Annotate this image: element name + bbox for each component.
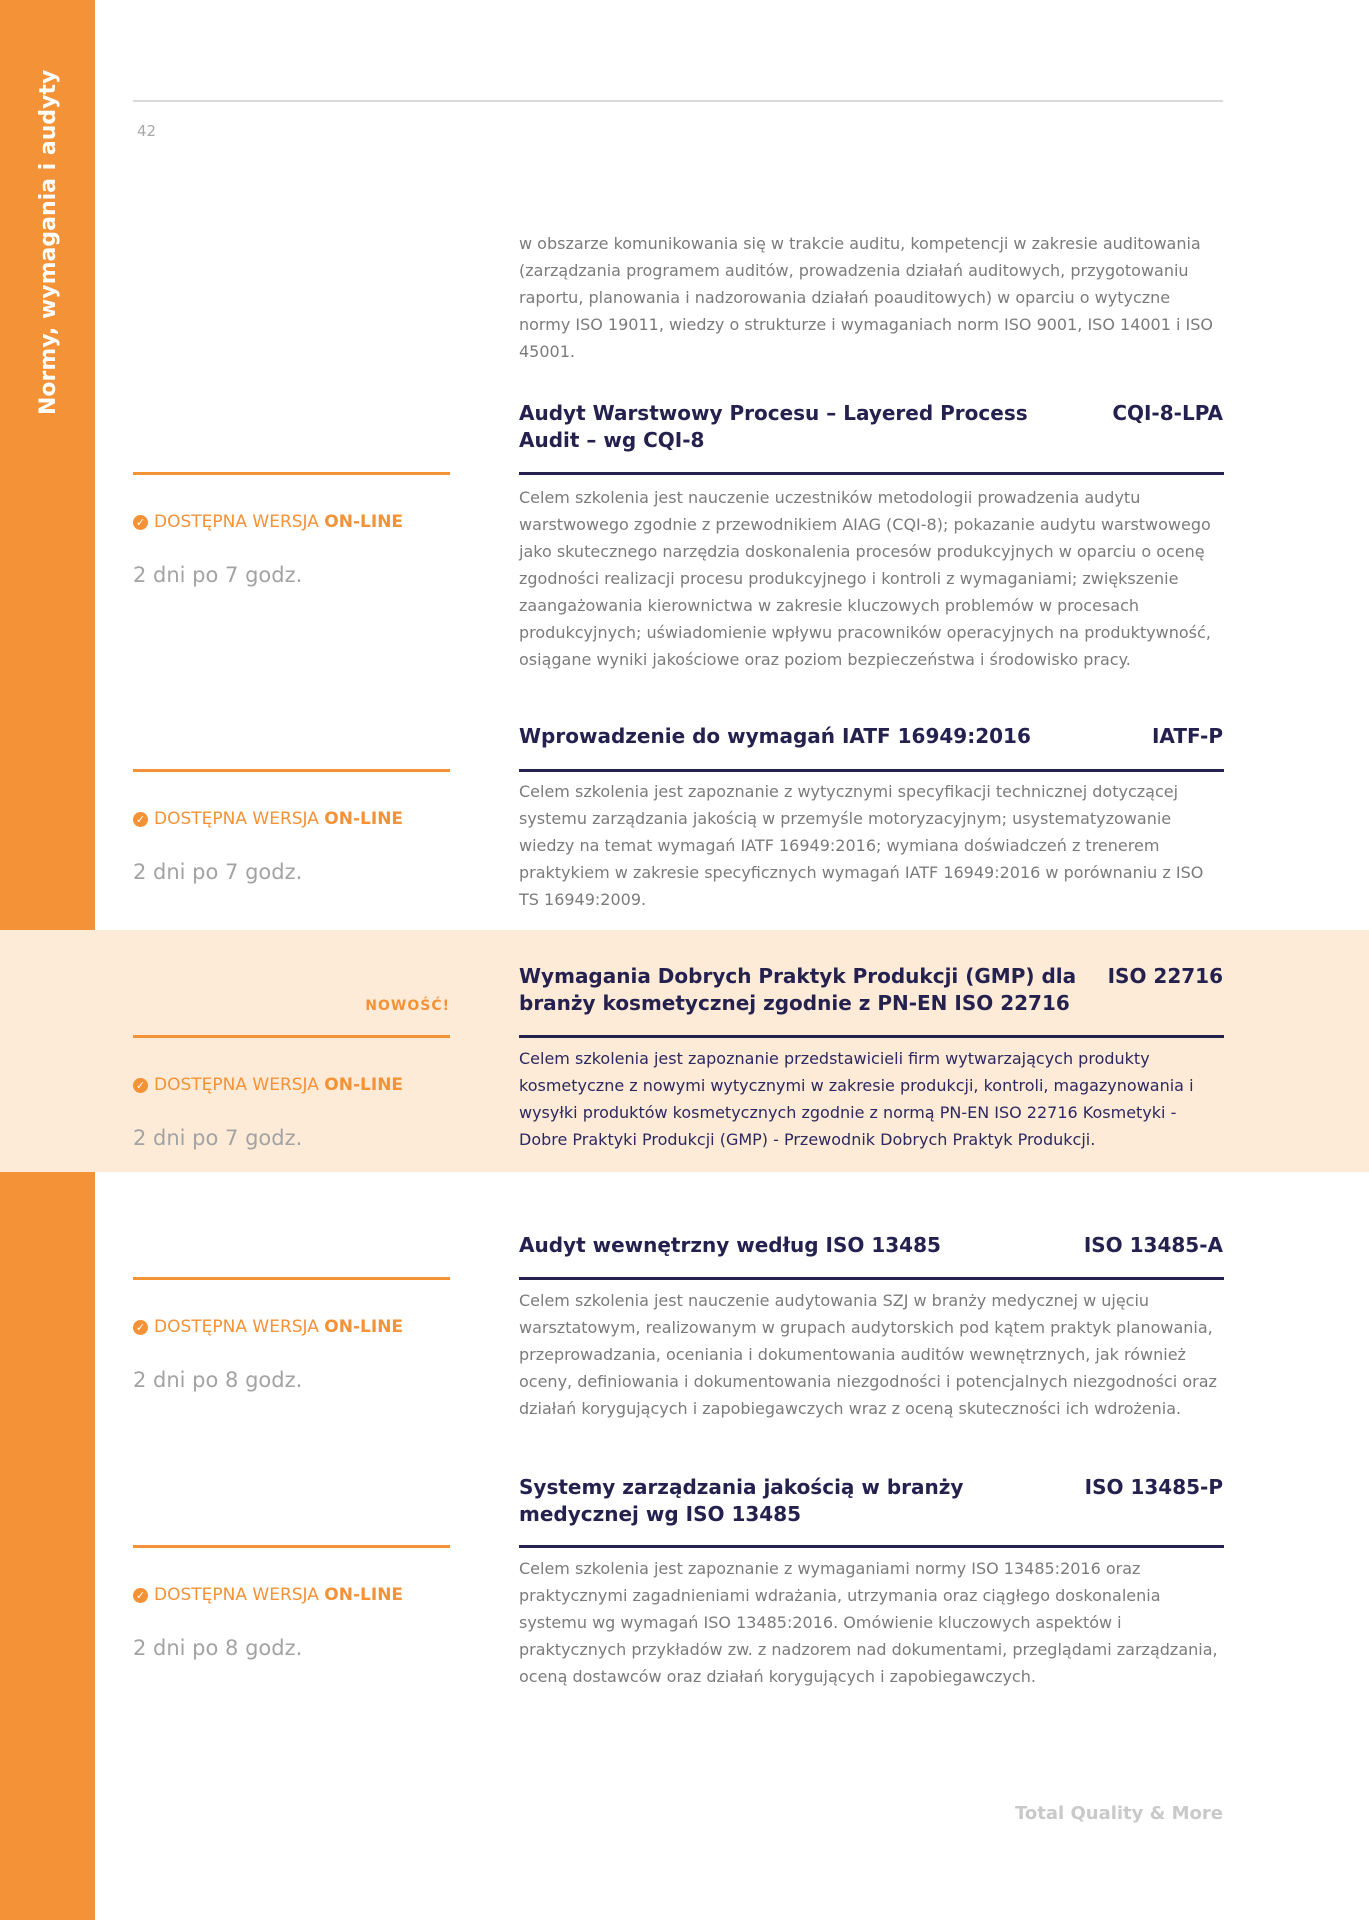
course-description: Celem szkolenia jest nauczenie uczestników metodologii prowadzenia audytu warstwowego zgodnie z przewodnikiem AIAG (CQI-8); pokazanie audytu warstwowego jako skutecznego narzędzia doskonalenia procesów produkcyjnych w oparciu o ocenę zgodności realizacji procesu produkcyjnego i kontroli z wymaganiami; zwiększenie zaangażowania kierownictwa w zakresie kluczowych problemów w procesach produkcyjnych; uświadomienie wpływu pracowników operacyjnych na produktywność, osiągane wyniki jakościowe oraz poziom bezpieczeństwa i środowisko pracy. <box>519 488 1211 669</box>
online-suffix: ON-LINE <box>324 1075 404 1095</box>
online-prefix: DOSTĘPNA WERSJA <box>154 1317 319 1337</box>
side-title-wrap <box>36 69 70 415</box>
online-available <box>133 1317 403 1337</box>
online-available <box>133 512 403 532</box>
online-suffix: ON-LINE <box>324 1585 404 1605</box>
online-available <box>133 1075 403 1095</box>
course-description: Celem szkolenia jest zapoznanie przedstawicieli firm wytwarzających produkty kosmetyczne z nowymi wytycznymi w zakresie produkcji, kontroli, magazynowania i wysyłki produktów kosmetycznych zgodnie z normą PN-EN ISO 22716 Kosmetyki - Dobre Praktyki Produkcji (GMP) - Przewodnik Dobrych Praktyk Produkcji. <box>519 1049 1194 1149</box>
course-code: ISO 13485-P <box>1084 1475 1223 1499</box>
course-code: ISO 13485-A <box>1083 1233 1223 1257</box>
check-circle-icon: ✓ <box>133 1078 148 1093</box>
right-divider <box>519 1277 1224 1280</box>
online-suffix: ON-LINE <box>324 1317 404 1337</box>
online-available <box>133 809 403 829</box>
course-duration: 2 dni po 8 godz. <box>133 1636 303 1660</box>
check-circle-icon: ✓ <box>133 1588 148 1603</box>
new-badge: NOWOŚĆ! <box>365 998 450 1014</box>
online-available <box>133 1585 403 1605</box>
course-duration: 2 dni po 8 godz. <box>133 1368 303 1392</box>
left-divider <box>133 769 450 772</box>
course-title: Systemy zarządzania jakością w branży medycznej wg ISO 13485 <box>519 1475 964 1526</box>
course-title: Audyt Warstwowy Procesu – Layered Process Audit – wg CQI-8 <box>519 401 1028 452</box>
check-circle-icon: ✓ <box>133 1320 148 1335</box>
left-divider <box>133 1277 450 1280</box>
footer-brand: Total Quality & More <box>1015 1803 1223 1824</box>
course-code: IATF-P <box>1151 724 1223 748</box>
course-code: ISO 22716 <box>1107 964 1223 988</box>
right-divider <box>519 769 1224 772</box>
online-prefix: DOSTĘPNA WERSJA <box>154 809 319 829</box>
left-divider <box>133 1035 450 1038</box>
course-duration: 2 dni po 7 godz. <box>133 1126 303 1150</box>
online-prefix: DOSTĘPNA WERSJA <box>154 1075 319 1095</box>
course-duration: 2 dni po 7 godz. <box>133 563 303 587</box>
course-title: Wymagania Dobrych Praktyk Produkcji (GMP) dla branży kosmetycznej zgodnie z PN-EN ISO 22716 <box>519 964 1077 1015</box>
check-circle-icon: ✓ <box>133 812 148 827</box>
online-prefix: DOSTĘPNA WERSJA <box>154 512 319 532</box>
online-suffix: ON-LINE <box>324 512 404 532</box>
course-title: Audyt wewnętrzny według ISO 13485 <box>519 1233 941 1257</box>
course-title: Wprowadzenie do wymagań IATF 16949:2016 <box>519 724 1031 748</box>
section-title: Normy, wymagania i audyty <box>36 69 61 415</box>
check-circle-icon: ✓ <box>133 515 148 530</box>
course-code: CQI-8-LPA <box>1112 401 1223 425</box>
page-number: 42 <box>137 122 157 140</box>
course-description: Celem szkolenia jest nauczenie audytowania SZJ w branży medycznej w ujęciu warsztatowym, realizowanym w grupach audytorskich pod kątem praktyk planowania, przeprowadzania, oceniania i dokumentowania auditów wewnętrznych, jak również oceny, definiowania i dokumentowania niezgodności i potencjalnych niezgodności oraz działań korygujących i zapobiegawczych wraz z oceną skuteczności ich wdrożenia. <box>519 1291 1217 1418</box>
right-divider <box>519 472 1224 475</box>
course-duration: 2 dni po 7 godz. <box>133 860 303 884</box>
left-divider <box>133 1545 450 1548</box>
course-description: Celem szkolenia jest zapoznanie z wymaganiami normy ISO 13485:2016 oraz praktycznymi zagadnieniami wdrażania, utrzymania oraz ciągłego doskonalenia systemu wg wymagań ISO 13485:2016. Omówienie kluczowych aspektów i praktycznych przykładów zw. z nadzorem nad dokumentami, przeglądami zarządzania, oceną dostawców oraz działań korygujących i zapobiegawczych. <box>519 1559 1218 1686</box>
top-rule <box>133 100 1223 102</box>
right-divider <box>519 1545 1224 1548</box>
left-divider <box>133 472 450 475</box>
online-prefix: DOSTĘPNA WERSJA <box>154 1585 319 1605</box>
course-description: Celem szkolenia jest zapoznanie z wytycznymi specyfikacji technicznej dotyczącej systemu zarządzania jakością w przemyśle motoryzacyjnym; usystematyzowanie wiedzy na temat wymagań IATF 16949:2016; wymiana doświadczeń z trenerem praktykiem w zakresie specyficznych wymagań IATF 16949:2016 w porównaniu z ISO TS 16949:2009. <box>519 782 1204 909</box>
online-suffix: ON-LINE <box>324 809 404 829</box>
intro-paragraph: w obszarze komunikowania się w trakcie auditu, kompetencji w zakresie auditowania (zarządzania programem auditów, prowadzenia działań auditowych, przygotowaniu raportu, planowania i nadzorowania działań poauditowych) w oparciu o wytyczne normy ISO 19011, wiedzy o strukturze i wymaganiach norm ISO 9001, ISO 14001 i ISO 45001. <box>519 234 1213 361</box>
right-divider <box>519 1035 1224 1038</box>
